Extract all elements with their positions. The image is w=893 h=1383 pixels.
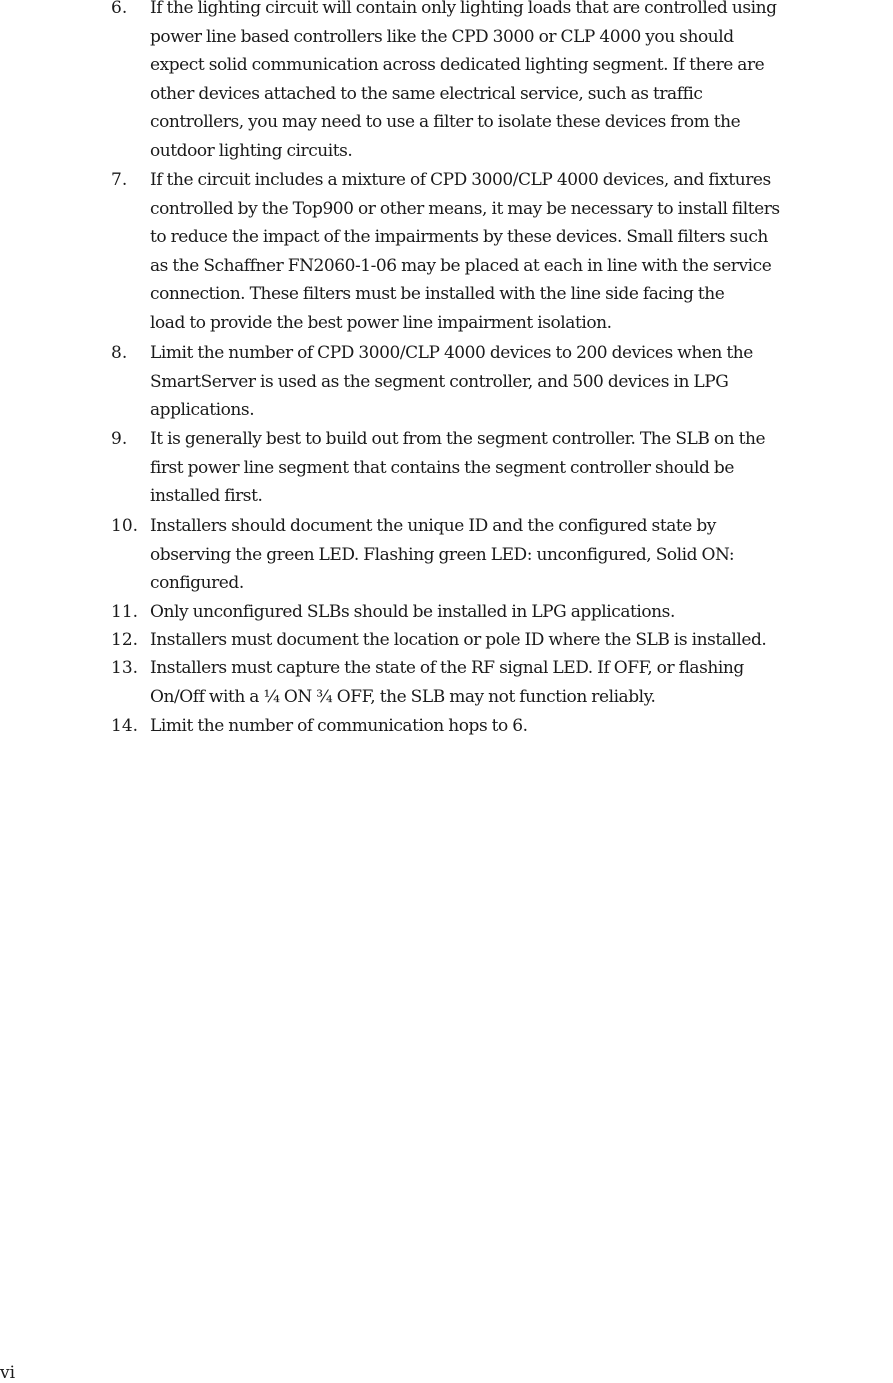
text-line: to reduce the impact of the impairments by these devices. Small filters such: [150, 227, 768, 247]
text-line: Installers should document the unique ID and the configured state by: [150, 516, 716, 536]
list-item: [0, 598, 891, 627]
item-text: [150, 166, 891, 337]
text-line: Installers must document the location or pole ID where the SLB is installed.: [150, 630, 767, 650]
text-line: configured.: [150, 573, 244, 593]
list-item: [0, 512, 891, 598]
list-item: [0, 654, 891, 711]
item-number: 12.: [111, 630, 139, 650]
item-number: 7.: [111, 170, 128, 190]
text-line: On/Off with a ¼ ON ¾ OFF, the SLB may not function reliably.: [150, 686, 656, 707]
item-text: [150, 0, 891, 165]
list-item: [0, 0, 891, 165]
item-number: 11.: [111, 602, 139, 622]
text-line: other devices attached to the same electrical service, such as traffic: [150, 83, 703, 104]
item-number: 13.: [111, 658, 139, 678]
text-line: applications.: [150, 400, 255, 420]
item-text: [150, 598, 891, 627]
text-line: controllers, you may need to use a filter to isolate these devices from the: [150, 112, 741, 132]
list-item: [0, 712, 891, 741]
text-line: Installers must capture the state of the RF signal LED. If OFF, or flashing: [150, 658, 744, 678]
text-line: first power line segment that contains the segment controller should be: [150, 457, 734, 478]
text-line: installed first.: [150, 486, 263, 506]
item-number: 6.: [111, 0, 128, 18]
item-text: [150, 654, 891, 711]
text-line: controlled by the Top900 or other means, it may be necessary to install filters: [150, 198, 780, 219]
item-text: [150, 626, 891, 655]
item-text: [150, 512, 891, 598]
item-number: 14.: [111, 716, 139, 736]
text-line: connection. These filters must be installed with the line side facing the: [150, 284, 725, 304]
list-item: [0, 626, 891, 655]
item-number: 8.: [111, 343, 128, 363]
item-number: 9.: [111, 429, 128, 449]
text-line: If the circuit includes a mixture of CPD 3000/CLP 4000 devices, and fixtures: [150, 170, 771, 190]
text-line: If the lighting circuit will contain only lighting loads that are controlled using: [150, 0, 777, 18]
list-item: [0, 166, 891, 337]
item-text: [150, 712, 891, 741]
text-line: outdoor lighting circuits.: [150, 140, 353, 161]
item-text: [150, 339, 891, 425]
list-item: [0, 339, 891, 425]
item-number: 10.: [111, 516, 139, 536]
text-line: Only unconfigured SLBs should be installed in LPG applications.: [150, 602, 675, 622]
text-line: load to provide the best power line impairment isolation.: [150, 312, 612, 333]
text-line: observing the green LED. Flashing green LED: unconfigured, Solid ON:: [150, 544, 735, 565]
text-line: Limit the number of communication hops to 6.: [150, 716, 528, 736]
page-number: vi: [0, 1363, 16, 1383]
text-line: as the Schaffner FN2060-1-06 may be placed at each in line with the service: [150, 255, 772, 276]
text-line: expect solid communication across dedicated lighting segment. If there are: [150, 55, 765, 75]
text-line: Limit the number of CPD 3000/CLP 4000 devices to 200 devices when the: [150, 343, 753, 363]
text-line: It is generally best to build out from the segment controller. The SLB on the: [150, 429, 766, 449]
text-line: SmartServer is used as the segment controller, and 500 devices in LPG: [150, 371, 729, 392]
list-item: [0, 425, 891, 511]
text-line: power line based controllers like the CPD 3000 or CLP 4000 you should: [150, 26, 734, 47]
item-text: [150, 425, 891, 511]
